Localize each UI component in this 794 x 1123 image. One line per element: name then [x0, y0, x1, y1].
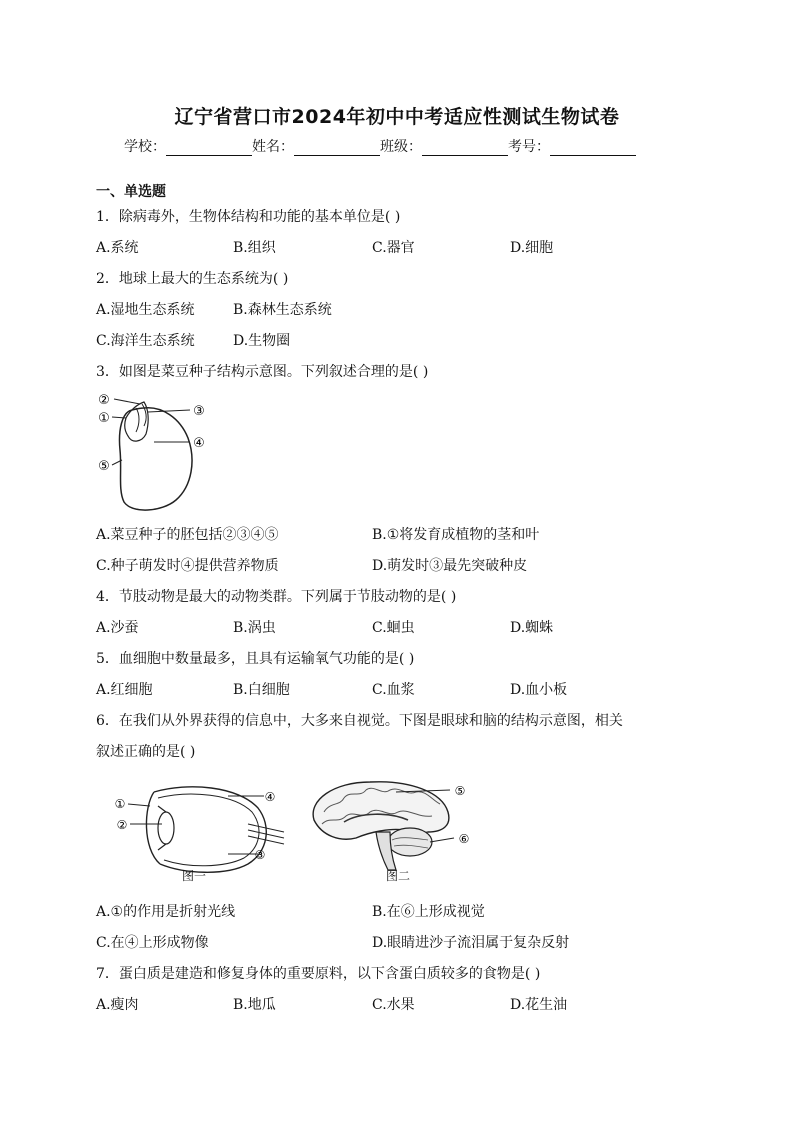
figure-2-caption: 图二 [386, 869, 411, 883]
question-2-option-c[interactable]: C.海洋生态系统 [96, 333, 195, 349]
question-3-stem: 3．如图是菜豆种子结构示意图。下列叙述合理的是( ) [96, 364, 429, 380]
name-label: 姓名： [252, 139, 294, 155]
brain-diagram [300, 776, 480, 872]
question-4-option-d[interactable]: D.蜘蛛 [510, 620, 554, 636]
question-2-stem: 2．地球上最大的生态系统为( ) [96, 271, 289, 287]
exam-number-label: 考号： [508, 139, 550, 155]
class-label: 班级： [380, 139, 422, 155]
question-5-option-a[interactable]: A.红细胞 [96, 682, 153, 698]
question-7-option-d[interactable]: D.花生油 [510, 997, 568, 1013]
section-heading: 一、单选题 [96, 184, 166, 200]
question-4-stem: 4．节肢动物是最大的动物类群。下列属于节肢动物的是( ) [96, 589, 457, 605]
seed-label-4: ④ [193, 436, 205, 451]
question-6-stem-line1: 6．在我们从外界获得的信息中，大多来自视觉。下图是眼球和脑的结构示意图，相关 [96, 713, 623, 729]
question-3-option-a[interactable]: A.菜豆种子的胚包括②③④⑤ [96, 527, 279, 543]
class-field[interactable] [422, 141, 508, 156]
brain-label-6: ⑥ [458, 832, 470, 846]
question-7-option-c[interactable]: C.水果 [372, 997, 415, 1013]
question-1-stem: 1．除病毒外，生物体结构和功能的基本单位是( ) [96, 209, 401, 225]
question-1-option-a[interactable]: A.系统 [96, 240, 139, 256]
brain-label-5: ⑤ [454, 784, 466, 798]
seed-label-3: ③ [193, 404, 205, 419]
exam-title: 辽宁省营口市2024年初中中考适应性测试生物试卷 [174, 106, 620, 128]
question-6-stem-line2: 叙述正确的是( ) [96, 744, 196, 760]
question-2-option-a[interactable]: A.湿地生态系统 [96, 302, 195, 318]
question-2-option-b[interactable]: B.森林生态系统 [233, 302, 332, 318]
bean-seed-diagram [92, 390, 222, 514]
question-4-option-a[interactable]: A.沙蚕 [96, 620, 139, 636]
question-6-option-d[interactable]: D.眼睛进沙子流泪属于复杂反射 [372, 935, 570, 951]
question-2-option-d[interactable]: D.生物圈 [233, 333, 291, 349]
figure-1-caption: 图一 [182, 869, 207, 883]
question-1-option-c[interactable]: C.器官 [372, 240, 415, 256]
question-5-option-b[interactable]: B.白细胞 [233, 682, 290, 698]
question-5-option-c[interactable]: C.血浆 [372, 682, 415, 698]
exam-number-field[interactable] [550, 141, 636, 156]
question-6-option-c[interactable]: C.在④上形成物像 [96, 935, 209, 951]
question-3-option-c[interactable]: C.种子萌发时④提供营养物质 [96, 558, 279, 574]
question-7-option-b[interactable]: B.地瓜 [233, 997, 276, 1013]
seed-label-5: ⑤ [98, 459, 110, 474]
question-5-option-d[interactable]: D.血小板 [510, 682, 568, 698]
seed-label-1: ① [98, 411, 110, 426]
question-1-option-b[interactable]: B.组织 [233, 240, 276, 256]
question-5-stem: 5．血细胞中数量最多，且具有运输氧气功能的是( ) [96, 651, 415, 667]
eye-label-3: ③ [254, 848, 266, 862]
eye-label-4: ④ [264, 790, 276, 804]
school-field[interactable] [166, 141, 252, 156]
question-4-option-b[interactable]: B.涡虫 [233, 620, 276, 636]
question-4-option-c[interactable]: C.蛔虫 [372, 620, 415, 636]
school-label: 学校： [124, 139, 166, 155]
question-7-option-a[interactable]: A.瘦肉 [96, 997, 139, 1013]
question-1-option-d[interactable]: D.细胞 [510, 240, 554, 256]
question-6-option-a[interactable]: A.①的作用是折射光线 [96, 904, 236, 920]
question-7-stem: 7．蛋白质是建造和修复身体的重要原料，以下含蛋白质较多的食物是( ) [96, 966, 541, 982]
name-field[interactable] [294, 141, 380, 156]
eye-label-1: ① [114, 797, 126, 811]
eye-label-2: ② [116, 818, 128, 832]
question-3-option-b[interactable]: B.①将发育成植物的茎和叶 [372, 527, 540, 543]
student-info-line [124, 136, 636, 156]
seed-label-2: ② [98, 393, 110, 408]
question-6-option-b[interactable]: B.在⑥上形成视觉 [372, 904, 485, 920]
question-3-option-d[interactable]: D.萌发时③最先突破种皮 [372, 558, 528, 574]
eyeball-diagram [108, 778, 288, 878]
